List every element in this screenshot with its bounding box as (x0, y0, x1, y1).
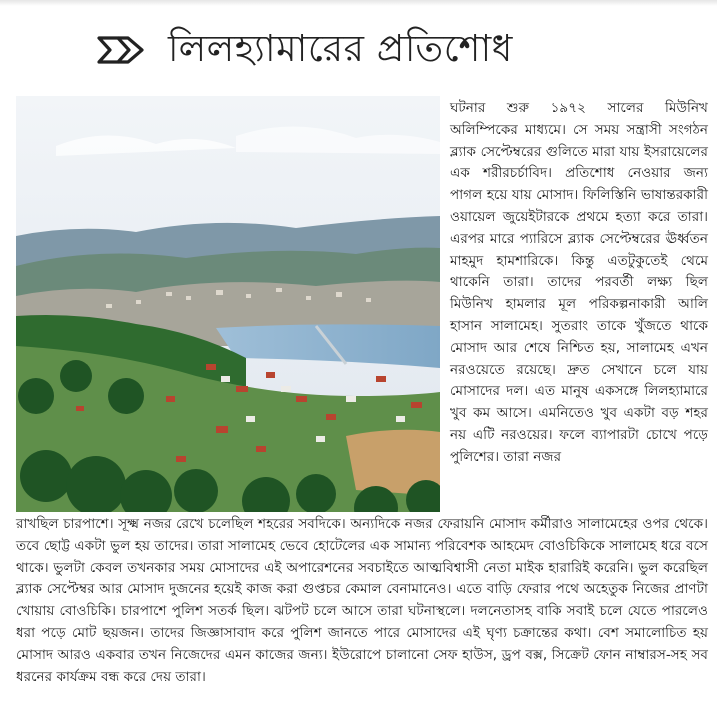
double-chevron-right-icon (96, 32, 150, 68)
article-paragraph-wide: রাখছিল চারপাশে। সূক্ষ্ম নজর রেখে চলেছিল শহরের সবদিকে। অন্যদিকে নজর ফেরায়নি মোসাদ কর্মীরাও সালামেহের ওপর থেকে। তবে ছোট্ট একটা ভুল হয় তাদের। তারা সালামেহ ভেবে হোটেলের এক সামান্য পরিবেশক আহমেদ বোওচিকিকে সালামেহ ধরে বসে থাকে। ভুলটা কেবল তখনকার সময় মোসাদের এই অপারেশনের সবচাইতে আত্মবিশ্বাসী নেতা মাইক হারারিই করেনি। ভুল করেছিল ব্ল্যাক সেপ্টেম্বর আর মোসাদ দুজনের হয়েই কাজ করা গুপ্তচর কেমাল বেনামানেও। এতে বাড়ি ফেরার পথে অহেতুক নিজের প্রাণটা খোয়ায় বোওচিকি। চারপাশে পুলিশ সতর্ক ছিল। ঝটপট চলে আসে তারা ঘটনাস্থলে। দলনেতাসহ বাকি সবাই চলে যেতে পারলেও ধরা পড়ে মোট ছয়জন। তাদের জিজ্ঞাসাবাদ করে পুলিশ জানতে পারে মোসাদের এই ঘৃণ্য চক্রান্তের কথা। বেশ সমালোচিত হয় মোসাদ আরও একবার তখন নিজেদের এমন কাজের জন্য। ইউরোপে চালানো সেফ হাউস, ড্রপ বক্স, সিক্রেট ফোন নাম্বারস-সহ সব ধরনের কার্যক্রম বন্ধ করে দেয় তারা। (16, 516, 708, 685)
article-photo (16, 96, 440, 512)
landscape-photo (16, 96, 440, 512)
headline-row (96, 22, 513, 78)
article-body-wide (16, 514, 708, 688)
article-paragraph-column: ঘটনার শুরু ১৯৭২ সালের মিউনিখ অলিম্পিকের মাধ্যমে। সে সময় সন্ত্রাসী সংগঠন ব্ল্যাক সেপ্টেম্বরের গুলিতে মারা যায় ইসরায়েলের এক শরীরচর্চাবিদ। প্রতিশোধ নেওয়ার জন্য পাগল হয়ে যায় মোসাদ। ফিলিস্তিনি ভাষান্তরকারী ওয়ায়েল জুয়েইটারকে প্রথমে হত্যা করে তারা। এরপর মারে প্যারিসে ব্ল্যাক সেপ্টেম্বরের ঊর্ধ্বতন মাহমুদ হামশারিকে। কিন্তু এতটুকুতেই থেমে থাকেনি তারা। তাদের পরবর্তী লক্ষ্য ছিল মিউনিখ হামলার মূল পরিকল্পনাকারী আলি হাসান সালামেহ। সুতরাং তাকে খুঁজতে থাকে মোসাদ আর শেষে নিশ্চিত হয়, সালামেহ এখন নরওয়েতে রয়েছে। দ্রুত সেখানে চলে যায় মোসাদের দল। এত মানুষ একসঙ্গে লিলহ্যামারে খুব কম আসে। এমনিতেও খুব একটা বড় শহর নয় এটি নরওয়ের। ফলে ব্যাপারটা চোখে পড়ে পুলিশের। তারা নজর (450, 100, 708, 465)
article-body-column (450, 98, 708, 469)
top-border (0, 0, 717, 6)
headline-title: লিলহ্যামারের প্রতিশোধ (168, 26, 513, 70)
